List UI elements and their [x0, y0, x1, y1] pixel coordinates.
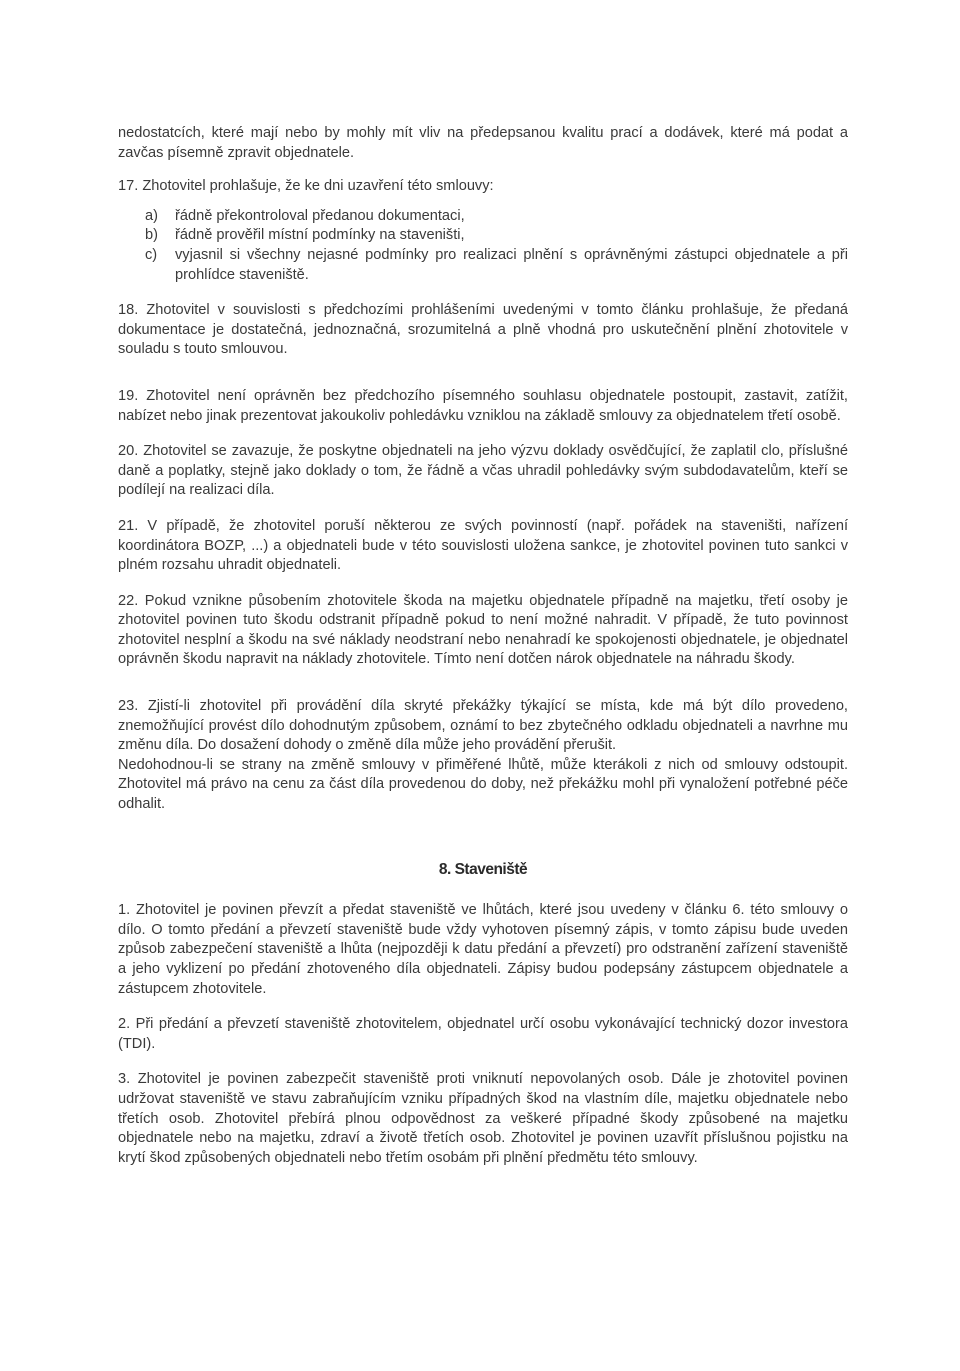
list-marker: b)	[145, 227, 158, 244]
list-item-text: řádně překontroloval předanou dokumentaci,	[175, 207, 465, 224]
section-8-clause-1: 1. Zhotovitel je povinen převzít a předat staveniště ve lhůtách, které jsou uvedeny v článku 6. této smlouvy o dílo. O tomto předání a převzetí staveniště bude vždy vyhotoven písemný zápis, v tomto zápisu bude uveden způsob zabezpečení staveniště a lhůta (nejpozději k datu předání a převzetí) pro odstranění zařízení staveniště a jeho vyklizení po předání zhotoveného díla objednateli. Zápisy budou podepsány zástupcem objednatele a zástupcem zhotovitele.	[118, 902, 848, 997]
list-item	[145, 207, 848, 227]
list-item-text: vyjasnil si všechny nejasné podmínky pro realizaci plnění s oprávněnými zástupci objednatele a při prohlídce staveniště.	[175, 246, 848, 283]
intro-paragraph: nedostatcích, které mají nebo by mohly mít vliv na předepsanou kvalitu prací a dodávek, které má podat a zavčas písemně zpravit objednatele.	[118, 125, 848, 161]
clause-17-list	[118, 207, 848, 285]
clause-19: 19. Zhotovitel není oprávněn bez předchozího písemného souhlasu objednatele postoupit, zastavit, zatížit, nabízet nebo jinak prezentovat jakoukoliv pohledávku vzniklou na základě smlouvy za objednatelem třetí osobě.	[118, 387, 848, 424]
clause-17-lead: 17. Zhotovitel prohlašuje, že ke dni uzavření této smlouvy:	[118, 178, 494, 195]
section-8-clause-3: 3. Zhotovitel je povinen zabezpečit staveniště proti vniknutí nepovolaných osob. Dále je zhotovitel povinen udržovat staveniště ve stavu zabraňujícím vzniku případných škod na vlastním díle, majetku objednatele nebo třetích osob. Zhotovitel přebírá plnou odpovědnost za veškeré případné škody způsobené na majetku objednatele nebo na majetku, zdraví a životě třetích osob. Zhotovitel je povinen uzavřít příslušnou pojistku na krytí škod způsobených objednateli nebo třetím osobám při plnění předmětu této smlouvy.	[118, 1071, 848, 1166]
section-heading: 8. Staveniště	[438, 860, 528, 878]
clause-22: 22. Pokud vznikne působením zhotovitele škoda na majetku objednatele případně na majetku, třetí osoby je zhotovitel povinen tuto škodu odstranit případně pokud to není možné nahradit. V případě, že tuto povinnost zhotovitel nesplní a škodu na své náklady neodstraní nebo nenahradí ke spokojenosti objednatele, je objednatel oprávněn škodu napravit na náklady zhotovitele. Tímto není dotčen nárok objednatele na náhradu škody.	[118, 592, 848, 668]
list-item-text: řádně prověřil místní podmínky na staveništi,	[175, 227, 465, 244]
list-item	[145, 226, 848, 246]
list-item	[145, 246, 848, 285]
clause-20: 20. Zhotovitel se zavazuje, že poskytne objednateli na jeho výzvu doklady osvědčující, že zaplatil clo, příslušné daně a poplatky, stejně jako doklady o tom, že řádně a včas uhradil pohledávky svým subdodavatelům, kteří se podílejí na realizaci díla.	[118, 443, 848, 499]
clause-23-continuation: Nedohodnou-li se strany na změně smlouvy v přiměřené lhůtě, může kterákoli z nich od smlouvy odstoupit. Zhotovitel má právo na cenu za část díla provedenou do doby, než překážku mohl při vynaložení potřebné péče odhalit.	[118, 756, 848, 813]
section-8-clause-2: 2. Při předání a převzetí staveniště zhotovitelem, objednatel určí osobu vykonávající technický dozor investora (TDI).	[118, 1016, 848, 1052]
clause-21: 21. V případě, že zhotovitel poruší některou ze svých povinností (např. pořádek na staveništi, nařízení koordinátora BOZP, ...) a objednateli bude v této souvislosti uložena sankce, je zhotovitel povinen tuto sankci v plném rozsahu uhradit objednateli.	[118, 517, 848, 574]
document-page	[118, 124, 848, 1168]
list-marker: a)	[145, 207, 158, 224]
list-marker: c)	[145, 246, 158, 263]
clause-18: 18. Zhotovitel v souvislosti s předchozími prohlášeními uvedenými v tomto článku prohlašuje, že předaná dokumentace je dostatečná, jednoznačná, srozumitelná a plně vhodná pro uskutečnění plnění zhotovitele v souladu s touto smlouvou.	[118, 302, 848, 358]
clause-23: 23. Zjistí-li zhotovitel při provádění díla skryté překážky týkající se místa, kde má být dílo provedeno, znemožňující provést dílo dohodnutým způsobem, oznámí to bez zbytečného odkladu objednateli a navrhne mu změnu díla. Do dosažení dohody o změně díla může jeho provádění přerušit.	[118, 698, 848, 754]
